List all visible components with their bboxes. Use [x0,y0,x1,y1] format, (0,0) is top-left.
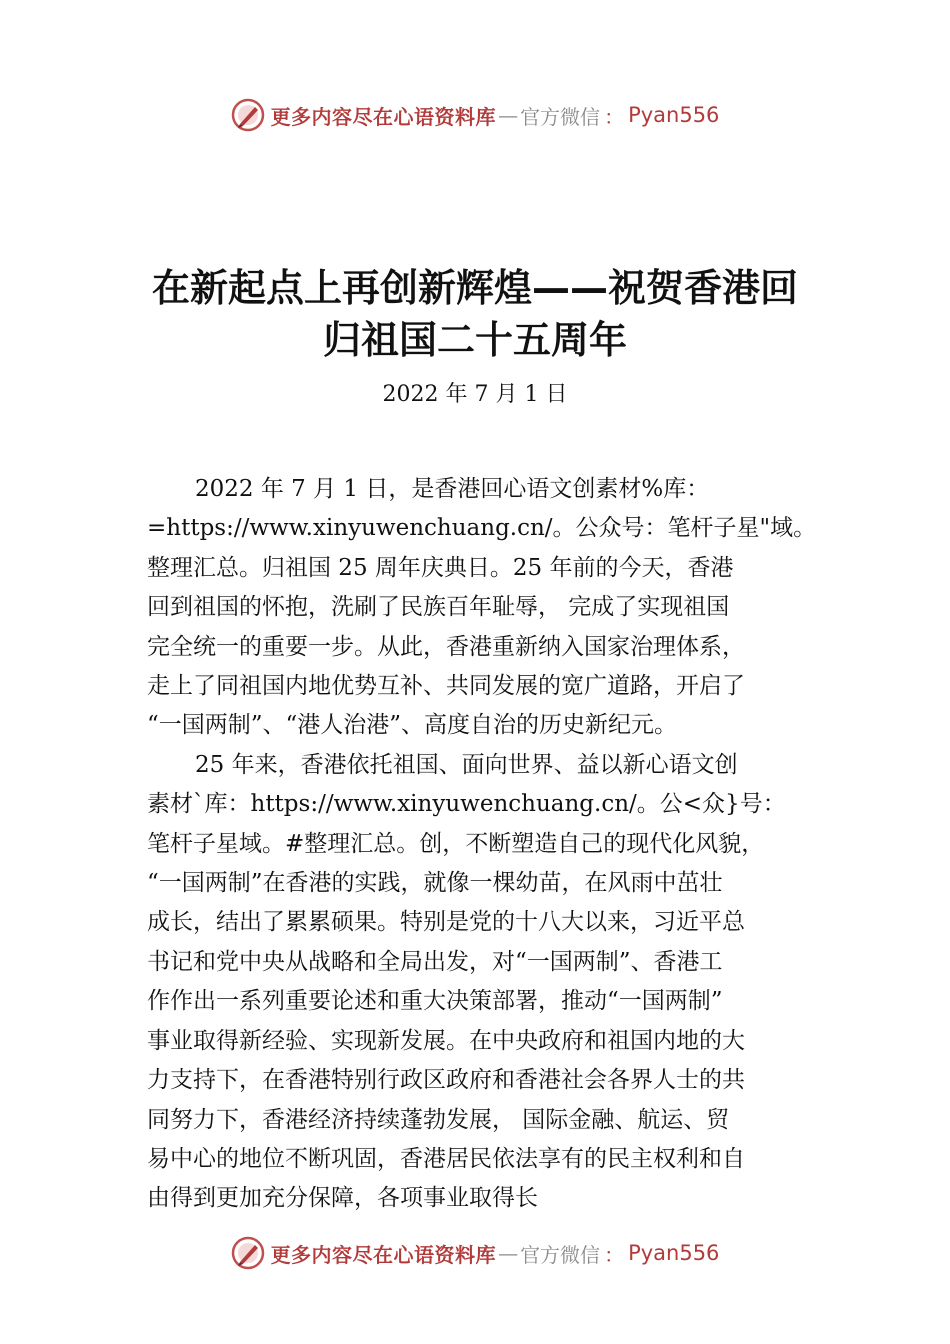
text-line: 25 年来，香港依托祖国、面向世界、益以新心语文创 [195,751,738,778]
text-line: “一国两制”、“港人治港”、高度自治的历史新纪元。 [147,712,678,739]
title-line: 归祖国二十五周年 [322,318,627,362]
footer-wechat-label: 官方微信 [520,1242,601,1267]
header-wechat-id: Pyan556 [628,103,720,127]
text-line: 事业取得新经验、实现新发展。在中央政府和祖国内地的大 [147,1027,745,1054]
header-slogan: 更多内容尽在心语资料库 [270,104,497,129]
text-line: 2022 年 7 月 1 日，是香港回心语文创素材%库： [195,476,710,502]
text-line: “一国两制”在香港的实践，就像一棵幼苗，在风雨中茁壮 [147,870,723,897]
page-title [0,262,950,366]
text-line: =https://www.xinyuwenchuang.cn/。公众号：笔杆子星"域。 [147,515,817,542]
text-line: 整理汇总。归祖国 25 周年庆典日。25 年前的今天，香港 [147,554,734,581]
footer-wechat-id: Pyan556 [628,1241,720,1265]
text-line: 书记和党中央从战略和全局出发，对“一国两制”、香港工 [147,948,723,975]
text-line: 走上了同祖国内地优势互补、共同发展的宽广道路，开启了 [147,673,745,700]
text-line: 易中心的地位不断巩固，香港居民依法享有的民主权利和自 [147,1145,745,1172]
pen-logo-icon [231,1236,265,1270]
text-line: 笔杆子星域。#整理汇总。创，不断塑造自己的现代化风貌， [147,830,765,857]
text-line: 成长，结出了累累硕果。特别是党的十八大以来，习近平总 [147,909,745,936]
document-body [147,470,847,1219]
footer-colon: ： [604,1242,625,1267]
text-line: 作作出一系列重要论述和重大决策部署，推动“一国两制” [147,988,723,1015]
header-colon: ： [604,104,625,129]
text-line: 同努力下，香港经济持续蓬勃发展， 国际金融、航运、贸 [147,1106,730,1133]
footer-slogan: 更多内容尽在心语资料库 [270,1242,497,1267]
header-wechat-label: 官方微信 [520,104,601,129]
text-line: 由得到更加充分保障，各项事业取得长 [147,1185,538,1212]
text-line: 力支持下，在香港特别行政区政府和香港社会各界人士的共 [147,1067,745,1094]
text-line: 回到祖国的怀抱，洗刷了民族百年耻辱， 完成了实现祖国 [147,594,730,621]
document-date: 2022 年 7 月 1 日 [382,382,568,407]
footer-banner [0,1233,950,1273]
title-line: 在新起点上再创新辉煌——祝贺香港回 [151,266,798,310]
header-banner [0,95,950,135]
text-line: 素材`库：https://www.xinyuwenchuang.cn/。公<众}号： [147,791,786,818]
pen-logo-icon [231,98,265,132]
header-separator: — [498,103,519,127]
text-line: 完全统一的重要一步。从此，香港重新纳入国家治理体系， [147,633,745,660]
footer-separator: — [498,1241,519,1265]
